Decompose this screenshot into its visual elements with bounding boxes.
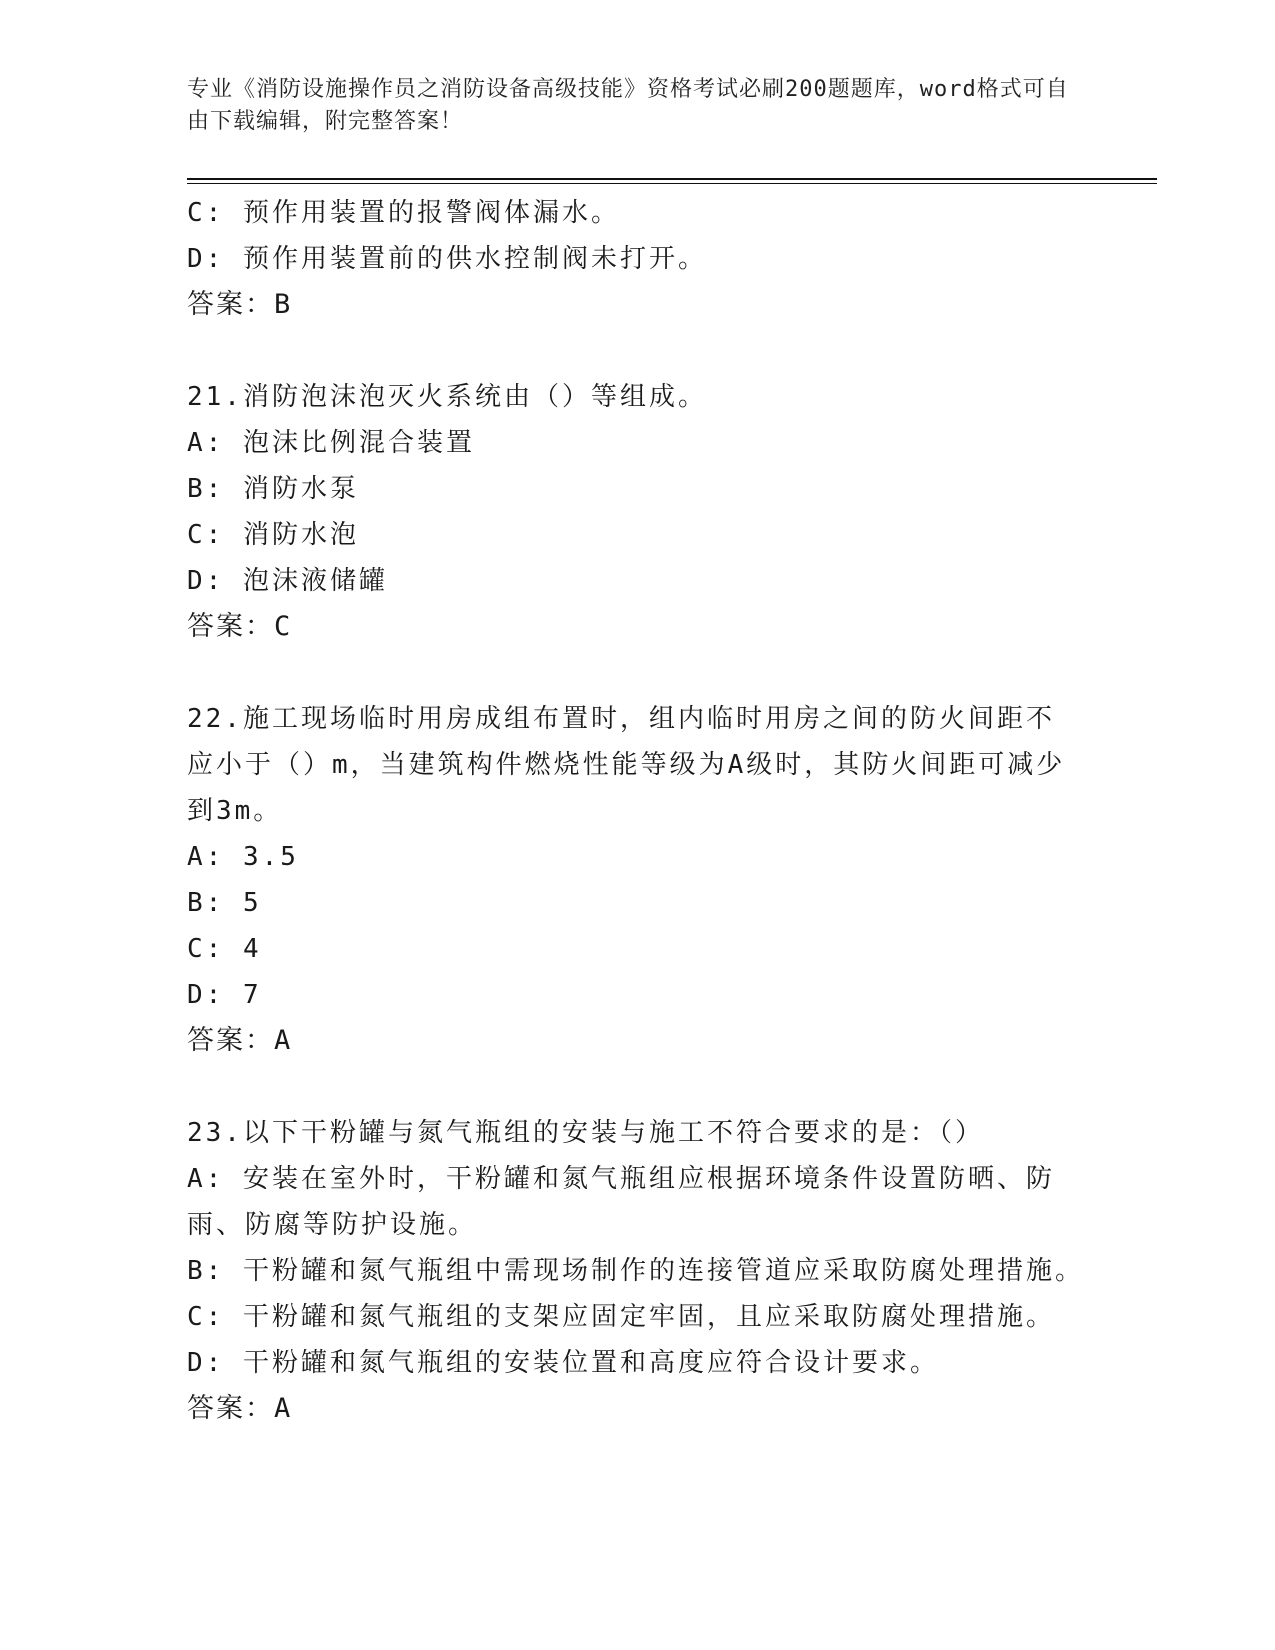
- header-divider-thick: [187, 178, 1157, 180]
- option-a: A: 3.5: [187, 842, 299, 872]
- question-23: [187, 1110, 1084, 1432]
- prev-option-d: D: 预作用装置前的供水控制阀未打开。: [187, 244, 707, 274]
- header-divider-thin: [187, 183, 1157, 184]
- option-c: C: 4: [187, 934, 262, 964]
- option-d: D: 泡沫液储罐: [187, 566, 388, 596]
- option-b: B: 干粉罐和氮气瓶组中需现场制作的连接管道应采取防腐处理措施。: [187, 1256, 1084, 1286]
- option-c: C: 消防水泡: [187, 520, 359, 550]
- option-c: C: 干粉罐和氮气瓶组的支架应固定牢固，且应采取防腐处理措施。: [187, 1302, 1055, 1332]
- question-content: [187, 190, 1084, 1432]
- question-stem: 23.以下干粉罐与氮气瓶组的安装与施工不符合要求的是：（）: [187, 1118, 984, 1148]
- spacer: [187, 1064, 1077, 1110]
- answer: 答案：A: [187, 1393, 293, 1424]
- question-21: [187, 374, 1077, 650]
- option-a: A: 泡沫比例混合装置: [187, 428, 475, 458]
- answer: 答案：C: [187, 611, 293, 642]
- answer: 答案：A: [187, 1025, 293, 1056]
- prev-answer: 答案：B: [187, 289, 293, 320]
- question-22: [187, 696, 1077, 1064]
- spacer: [187, 328, 1077, 374]
- prev-option-c: C: 预作用装置的报警阀体漏水。: [187, 198, 620, 228]
- option-d: D: 7: [187, 980, 262, 1010]
- option-a: A: 安装在室外时，干粉罐和氮气瓶组应根据环境条件设置防晒、防雨、防腐等防护设施。: [187, 1164, 1055, 1240]
- option-b: B: 消防水泵: [187, 474, 359, 504]
- question-stem: 22.施工现场临时用房成组布置时，组内临时用房之间的防火间距不应小于（）m，当建筑构件燃烧性能等级为A级时，其防火间距可减少到3m。: [187, 704, 1066, 826]
- option-b: B: 5: [187, 888, 262, 918]
- question-stem: 21.消防泡沫泡灭火系统由（）等组成。: [187, 382, 707, 412]
- option-d: D: 干粉罐和氮气瓶组的安装位置和高度应符合设计要求。: [187, 1348, 939, 1378]
- document-header: 专业《消防设施操作员之消防设备高级技能》资格考试必刷200题题库，word格式可自由下载编辑，附完整答案！: [187, 77, 1069, 134]
- spacer: [187, 650, 1077, 696]
